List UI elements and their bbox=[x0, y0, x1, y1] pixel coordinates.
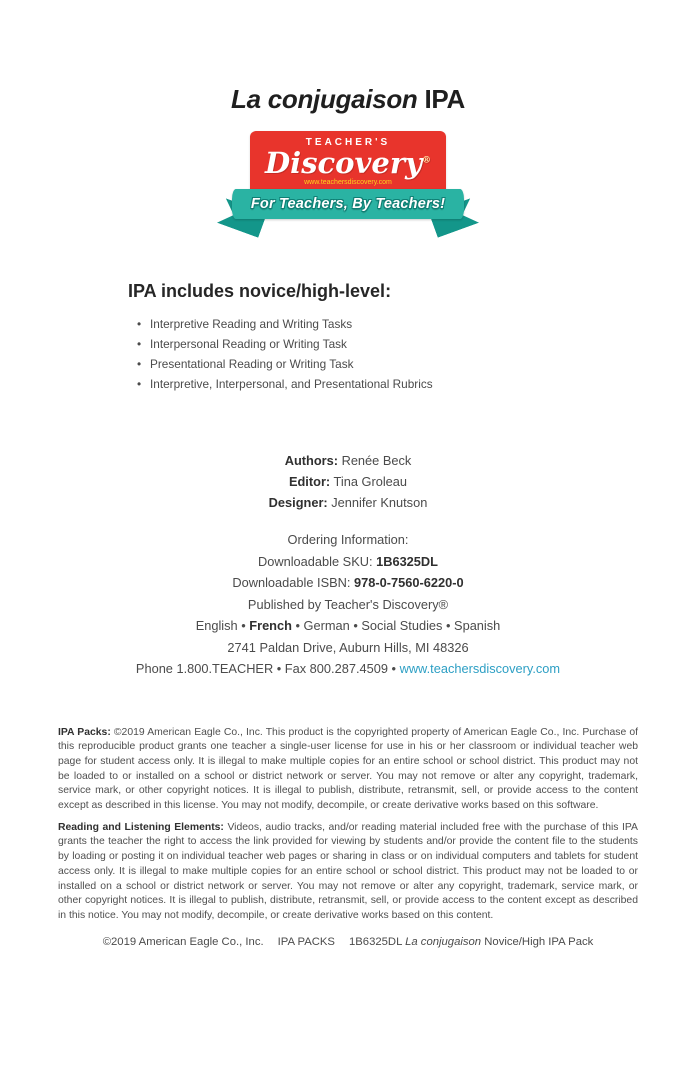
footer-title-italic: La conjugaison bbox=[405, 935, 482, 948]
isbn-line bbox=[0, 572, 696, 594]
credit-label: Authors: bbox=[284, 453, 339, 468]
isbn-label: Downloadable ISBN: bbox=[232, 575, 351, 590]
legal-lead: Reading and Listening Elements: bbox=[58, 821, 224, 833]
credit-value: Renée Beck bbox=[341, 453, 412, 468]
subjects-line bbox=[0, 615, 696, 637]
ordering-heading: Ordering Information: bbox=[287, 532, 409, 547]
credit-label: Designer: bbox=[268, 495, 328, 510]
legal-lead: IPA Packs: bbox=[58, 726, 111, 738]
list-item: • Interpretive Reading and Writing Tasks bbox=[128, 314, 696, 334]
credit-row bbox=[0, 450, 696, 471]
footer-sku: 1B6325DL bbox=[348, 935, 402, 948]
list-item: • Interpretive, Interpersonal, and Presentational Rubrics bbox=[128, 374, 696, 394]
sku-value: 1B6325DL bbox=[376, 553, 438, 569]
list-item: • Presentational Reading or Writing Task bbox=[128, 354, 696, 374]
ribbon-band bbox=[232, 189, 464, 219]
title-italic-part: La conjugaison bbox=[231, 84, 418, 114]
footer-product: IPA PACKS bbox=[277, 935, 335, 948]
title-regular-part: IPA bbox=[424, 84, 465, 114]
credit-row bbox=[0, 492, 696, 513]
footer-suffix: Novice/High IPA Pack bbox=[484, 935, 594, 948]
registered-mark-icon: ® bbox=[421, 155, 431, 166]
teachers-discovery-logo bbox=[218, 131, 478, 245]
credit-value: Tina Groleau bbox=[333, 474, 408, 489]
contact-line bbox=[0, 658, 696, 680]
legal-paragraph bbox=[58, 726, 638, 814]
address-line: 2741 Paldan Drive, Auburn Hills, MI 48326 bbox=[227, 639, 469, 655]
includes-list bbox=[128, 314, 696, 394]
subjects-pre: English • bbox=[195, 618, 246, 633]
logo-brand-script bbox=[265, 148, 431, 178]
page-title bbox=[0, 84, 696, 115]
footer-copyright: ©2019 American Eagle Co., Inc. bbox=[102, 935, 264, 948]
ribbon-text: For Teachers, By Teachers! bbox=[250, 196, 446, 212]
legal-body: Videos, audio tracks, and/or reading material included free with the purchase of this IPA grants the teacher the right to access the link provided for viewing by students and/or provide the content file to the students by loading or posting it on individual teacher web pages or sharing in class or on individual computers and tablets for student access only. It is illegal to make multiple copies for an entire school or school district. This product may not be loaded to or installed on a school or district network or server. You may not remove or alter any copyright, trademark, service mark, or other copyright notices. It is illegal to publish, distribute, retransmit, sell, or provide access to the content except as described in this notice. You may not modify, decompile, or create derivative works based on this content. bbox=[58, 821, 638, 921]
contact-prefix: Phone 1.800.TEACHER • Fax 800.287.4509 • bbox=[135, 661, 397, 676]
sku-label: Downloadable SKU: bbox=[258, 553, 373, 569]
website-link[interactable]: www.teachersdiscovery.com bbox=[399, 661, 561, 676]
logo-brand-script-text: Discovery bbox=[265, 146, 422, 180]
credit-row bbox=[0, 471, 696, 492]
isbn-value: 978-0-7560-6220-0 bbox=[354, 575, 464, 590]
subjects-post: • German • Social Studies • Spanish bbox=[295, 618, 501, 633]
legal-section bbox=[58, 726, 638, 924]
legal-body: ©2019 American Eagle Co., Inc. This product is the copyrighted property of American Eagle Co., Inc. Purchase of this reproducible product grants one teacher a single-user license for use in his or her classroom or individual teacher web page for student access only. It is illegal to make multiple copies for an entire school or school district. This product may not be loaded to or installed on a school or district network or server. You may not remove or alter any copyright, trademark, service mark, or other copyright notices. It is illegal to publish, distribute, retransmit, sell, or provide access to the content except as described in this license. You may not modify, decompile, or create derivative works based on this software. bbox=[58, 726, 638, 812]
logo-url: www.teachersdiscovery.com bbox=[304, 179, 392, 187]
credit-value: Jennifer Knutson bbox=[331, 495, 428, 510]
includes-section bbox=[128, 281, 696, 394]
logo-ribbon bbox=[218, 187, 478, 245]
subjects-french: French bbox=[249, 618, 292, 633]
includes-heading: IPA includes novice/high-level: bbox=[128, 281, 392, 301]
document-page bbox=[0, 84, 696, 1084]
legal-paragraph bbox=[58, 821, 638, 924]
credits-section bbox=[0, 450, 696, 513]
logo-brand-top: TEACHER'S bbox=[305, 137, 391, 148]
page-footer bbox=[0, 936, 696, 948]
list-item: • Interpersonal Reading or Writing Task bbox=[128, 334, 696, 354]
credit-label: Editor: bbox=[288, 474, 331, 489]
published-line: Published by Teacher's Discovery® bbox=[247, 596, 449, 612]
sku-line bbox=[0, 551, 696, 573]
ordering-section bbox=[0, 529, 696, 680]
